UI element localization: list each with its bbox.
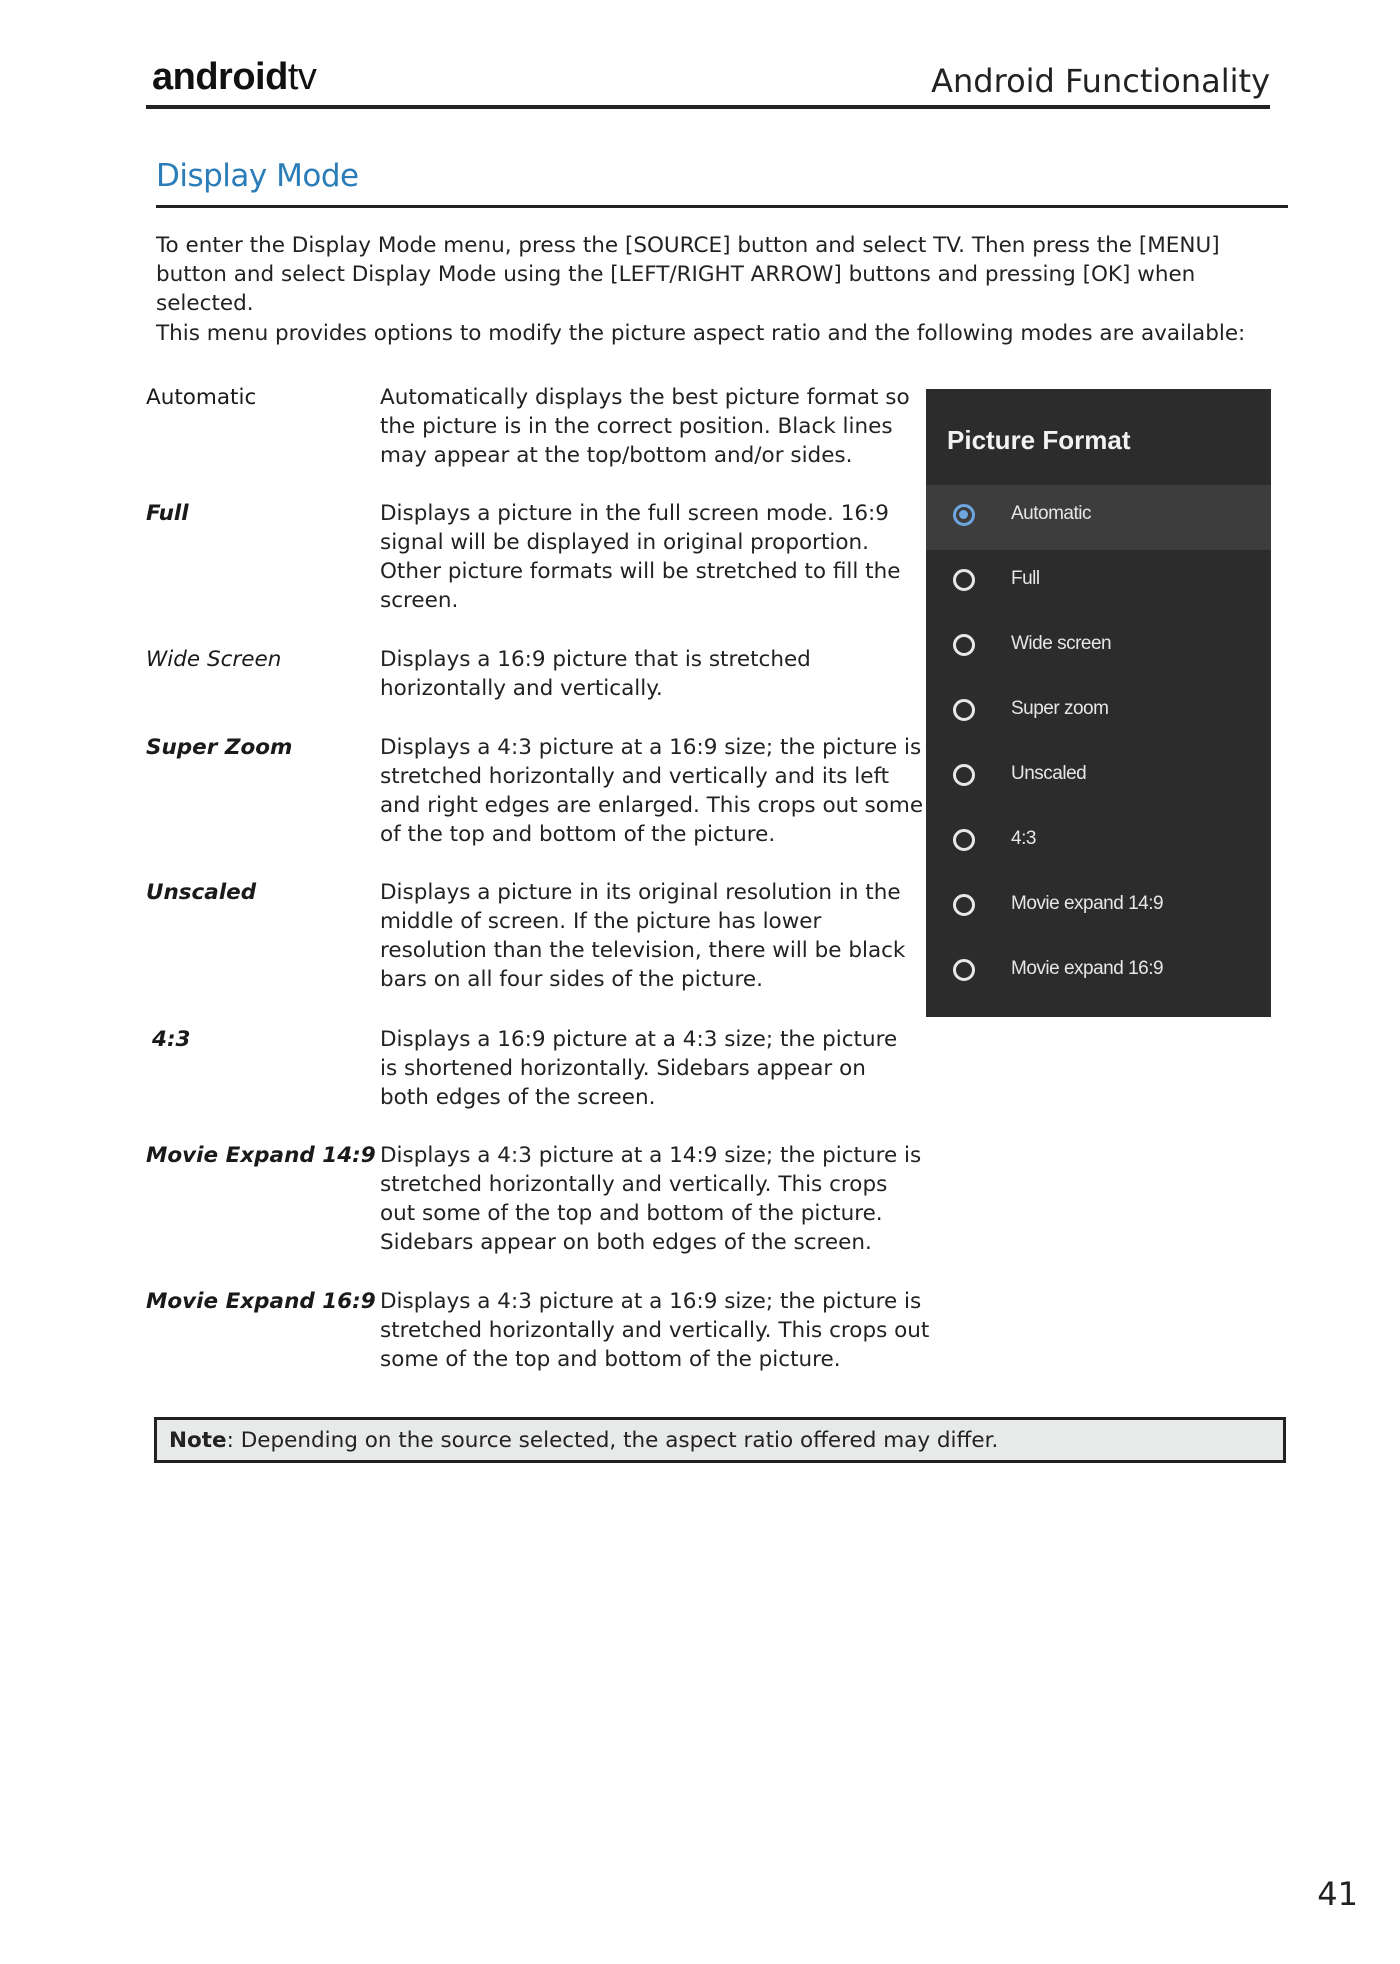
header-divider (146, 105, 1270, 109)
mode-description: Displays a 16:9 picture that is stretched horizontally and vertically. (380, 647, 811, 701)
section-title: Display Mode (156, 158, 359, 194)
radio-icon (953, 699, 975, 721)
page-number: 41 (1317, 1875, 1358, 1913)
logo-tv-text: tv (287, 56, 317, 98)
mode-name: 4:3 (152, 1027, 191, 1052)
androidtv-logo (152, 56, 316, 99)
intro-paragraph: To enter the Display Mode menu, press the [SOURCE] button and select TV. Then press the [MENU] button and select Display Mode using the [LEFT/RIGHT ARROW] buttons and pressing [OK] when selected. (156, 233, 1220, 316)
mode-name: Full (146, 501, 189, 526)
mode-description: Displays a picture in the full screen mode. 16:9 signal will be displayed in original proportion. Other picture formats will be stretched to fill the screen. (380, 501, 901, 613)
mode-name: Movie Expand 14:9 (146, 1143, 376, 1168)
picture-format-title: Picture Format (947, 425, 1131, 455)
picture-format-option-movie-expand-14-9[interactable] (926, 875, 1271, 940)
mode-description: Displays a 4:3 picture at a 14:9 size; the picture is stretched horizontally and vertically. This crops out some of the top and bottom of the picture. Sidebars appear on both edges of the screen. (380, 1143, 922, 1255)
picture-format-option-wide-screen[interactable] (926, 615, 1271, 680)
mode-name: Movie Expand 16:9 (146, 1289, 376, 1314)
option-label: Super zoom (1011, 698, 1109, 719)
mode-description: Displays a 4:3 picture at a 16:9 size; the picture is stretched horizontally and vertically. This crops out some of the top and bottom of the picture. (380, 1289, 930, 1372)
picture-format-option-movie-expand-16-9[interactable] (926, 940, 1271, 1005)
option-label: 4:3 (1011, 828, 1036, 849)
mode-description: Automatically displays the best picture format so the picture is in the correct position. Black lines may appear at the top/bottom and/or sides. (380, 385, 910, 468)
radio-icon (953, 829, 975, 851)
note-label: Note (169, 1428, 227, 1453)
picture-format-option-automatic[interactable] (926, 485, 1271, 550)
note-text (169, 1428, 998, 1453)
note-body: : Depending on the source selected, the aspect ratio offered may differ. (226, 1428, 999, 1453)
mode-name: Automatic (146, 385, 257, 410)
mode-description: Displays a 16:9 picture at a 4:3 size; the picture is shortened horizontally. Sidebars appear on both edges of the screen. (380, 1027, 898, 1110)
intro-modes-paragraph: This menu provides options to modify the picture aspect ratio and the following modes are available: (156, 321, 1246, 346)
picture-format-option-4-3[interactable] (926, 810, 1271, 875)
picture-format-option-unscaled[interactable] (926, 745, 1271, 810)
mode-description: Displays a 4:3 picture at a 16:9 size; the picture is stretched horizontally and vertically and its left and right edges are enlarged. This crops out some of the top and bottom of the picture. (380, 735, 924, 847)
mode-name: Unscaled (146, 880, 257, 905)
radio-selected-icon (953, 504, 975, 526)
picture-format-option-super-zoom[interactable] (926, 680, 1271, 745)
picture-format-option-full[interactable] (926, 550, 1271, 615)
option-label: Movie expand 14:9 (1011, 893, 1164, 914)
mode-name: Wide Screen (146, 647, 282, 672)
section-divider (156, 205, 1288, 208)
radio-icon (953, 569, 975, 591)
mode-name: Super Zoom (146, 735, 293, 760)
option-label: Movie expand 16:9 (1011, 958, 1164, 979)
radio-icon (953, 894, 975, 916)
mode-description: Displays a picture in its original resolution in the middle of screen. If the picture has lower resolution than the television, there will be black bars on all four sides of the picture. (380, 880, 906, 992)
chapter-title: Android Functionality (931, 62, 1270, 100)
radio-icon (953, 634, 975, 656)
radio-icon (953, 764, 975, 786)
note-box (154, 1417, 1286, 1463)
picture-format-screenshot (926, 389, 1271, 1017)
option-label: Automatic (1011, 503, 1091, 524)
option-label: Full (1011, 568, 1040, 589)
option-label: Wide screen (1011, 633, 1112, 654)
logo-android-text: android (152, 56, 288, 98)
radio-icon (953, 959, 975, 981)
option-label: Unscaled (1011, 763, 1087, 784)
